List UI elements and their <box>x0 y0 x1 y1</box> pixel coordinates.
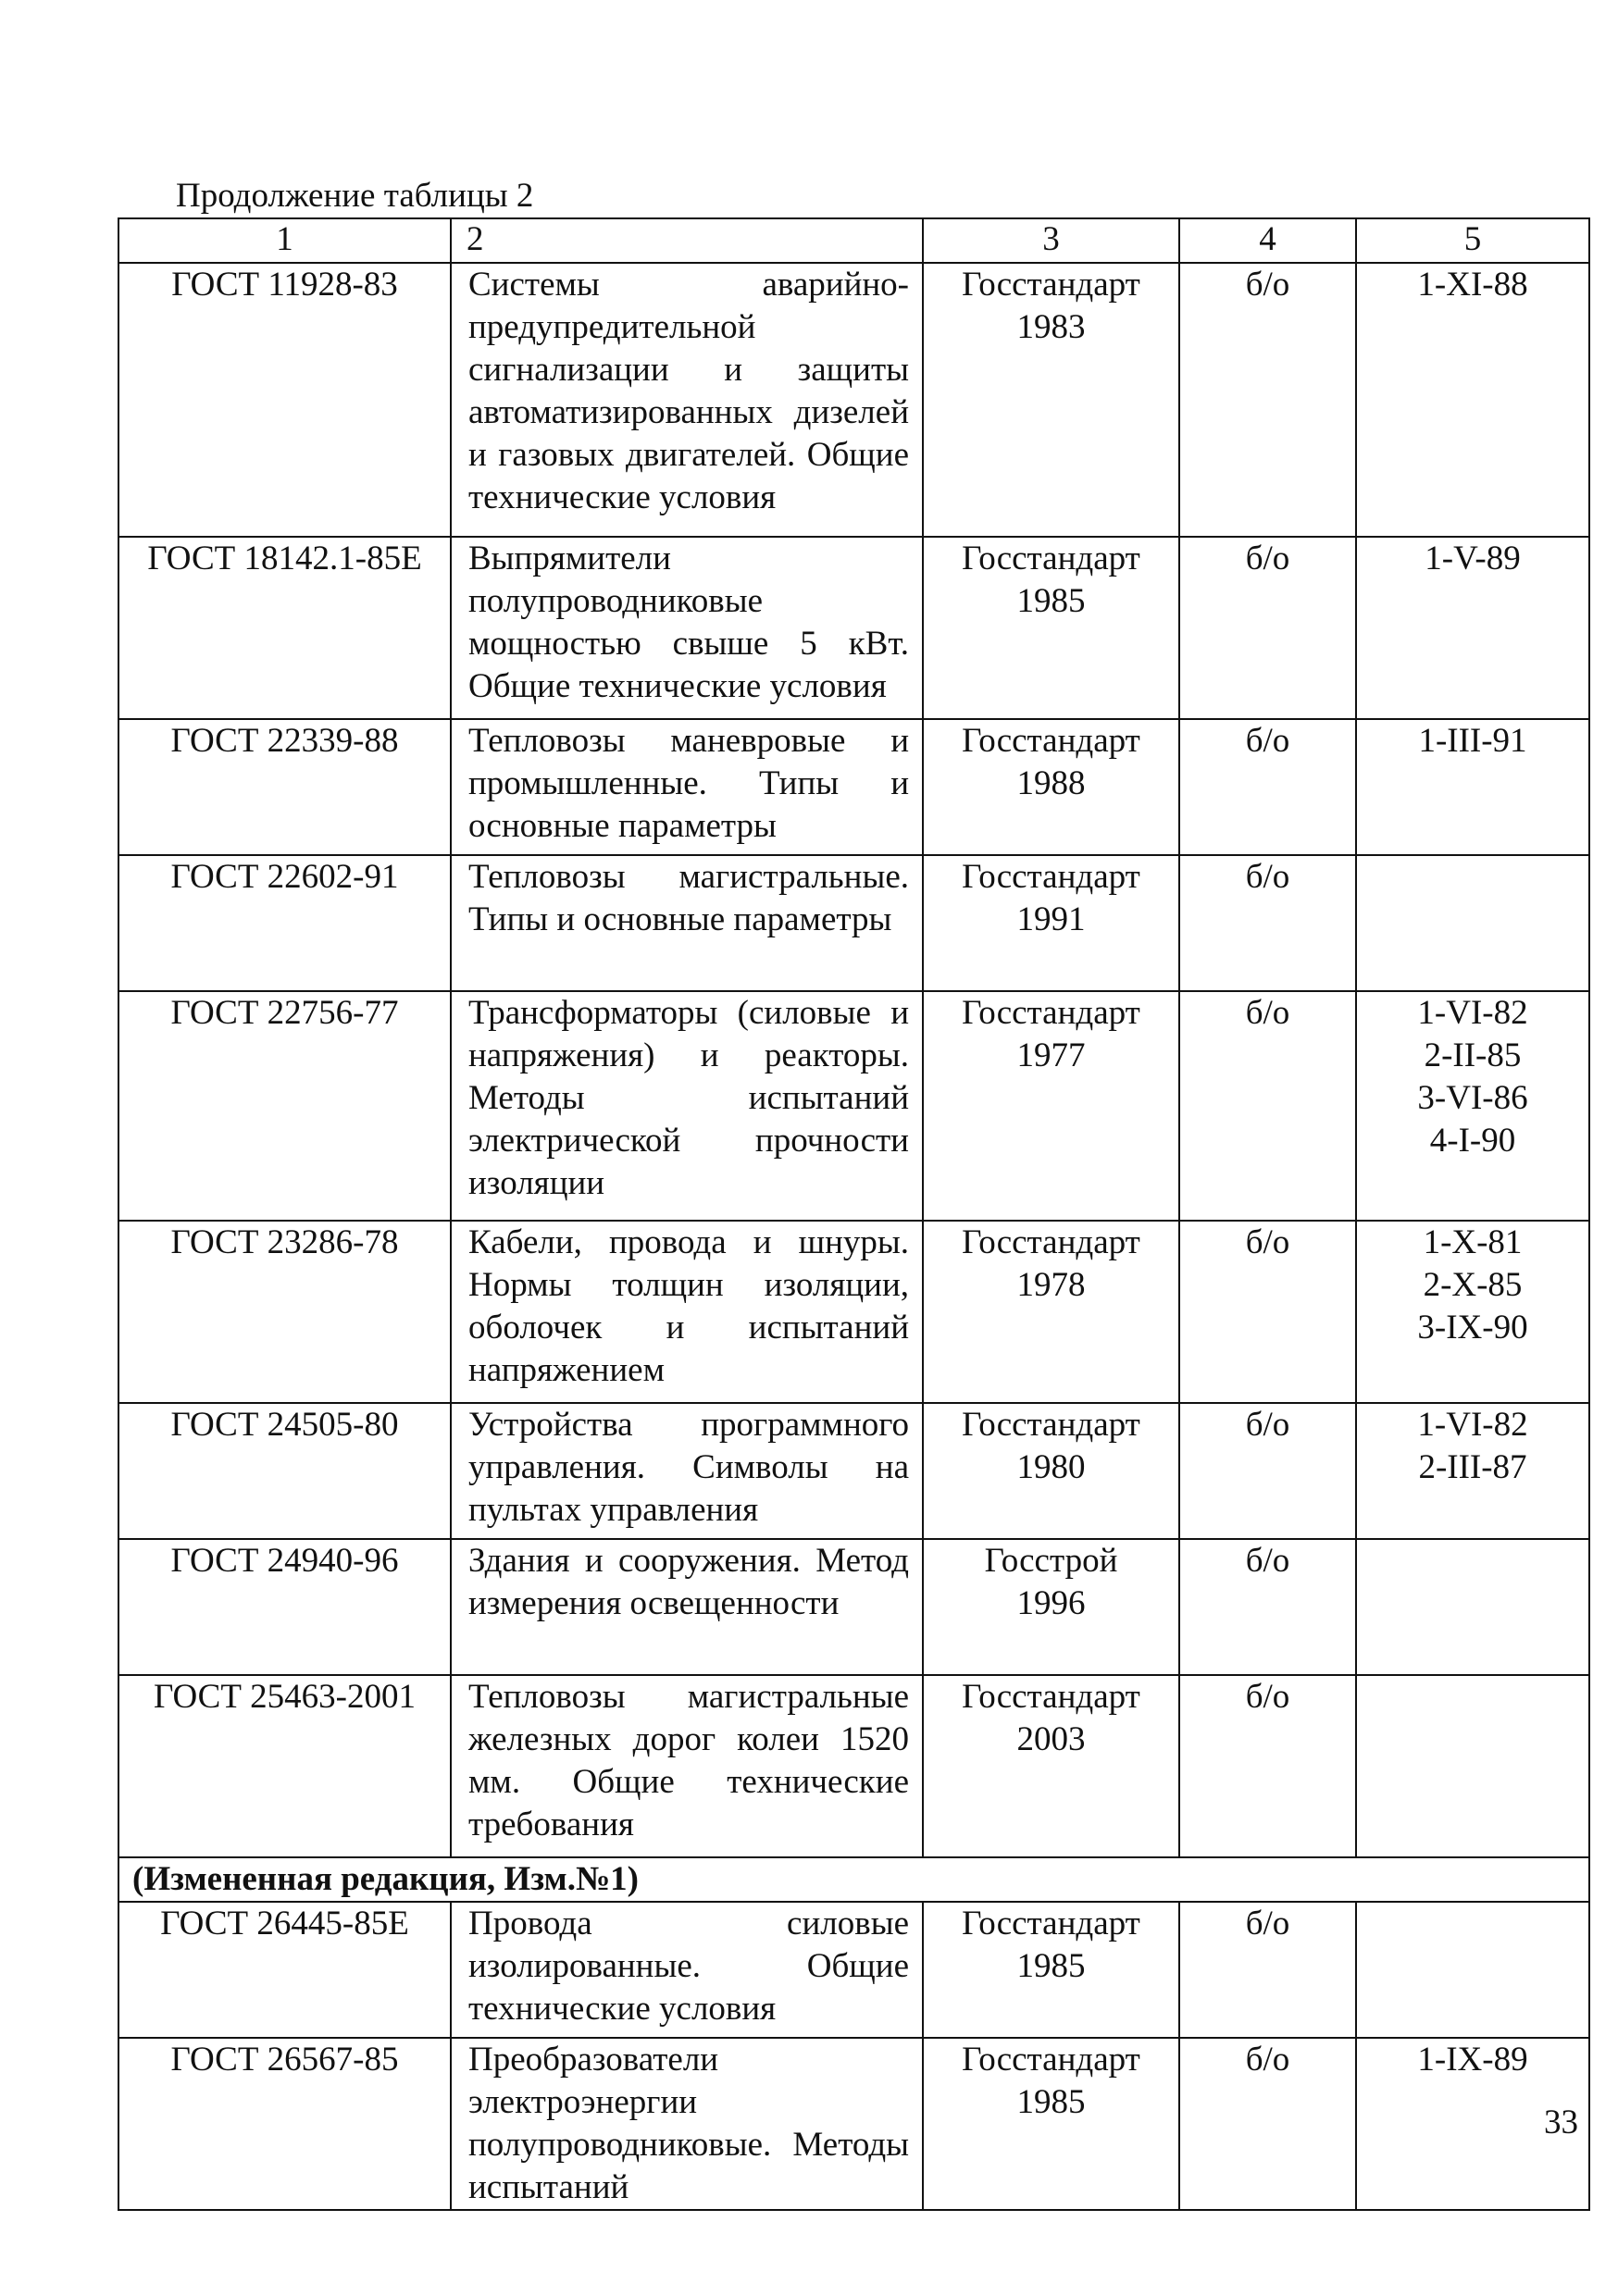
table-row <box>118 2038 1589 2210</box>
issuer-cell <box>923 719 1179 855</box>
change-entry: 3-IX-90 <box>1417 1309 1528 1347</box>
standard-title: Устройства программного управления. Символы на пультах управления <box>451 1403 923 1539</box>
standard-code: ГОСТ 25463-2001 <box>118 1675 451 1857</box>
standard-code: ГОСТ 22756-77 <box>118 991 451 1221</box>
standard-code: ГОСТ 18142.1-85Е <box>118 537 451 719</box>
table-header-row <box>118 218 1589 263</box>
issuer-line: Госстандарт <box>962 2041 1140 2079</box>
change-entry: 2-III-87 <box>1418 1448 1527 1486</box>
changes-cell <box>1356 719 1589 855</box>
change-entry: 3-VI-86 <box>1417 1079 1528 1117</box>
table-row <box>118 263 1589 537</box>
issuer-line: Госстандарт <box>962 1223 1140 1261</box>
standard-title: Тепловозы магистральные. Типы и основные параметры <box>451 855 923 991</box>
issuer-line: Госстрой <box>984 1542 1118 1580</box>
mark-cell: б/о <box>1179 263 1356 537</box>
change-entry: 1-VI-82 <box>1417 994 1528 1032</box>
change-entry: 1-XI-88 <box>1417 266 1528 304</box>
issuer-line: Госстандарт <box>962 994 1140 1032</box>
issuer-line: 1985 <box>1016 2083 1086 2121</box>
column-header: 1 <box>118 218 451 263</box>
column-header: 4 <box>1179 218 1356 263</box>
mark-cell: б/о <box>1179 1902 1356 2038</box>
change-entry: 2-X-85 <box>1423 1266 1523 1304</box>
standard-code: ГОСТ 24505-80 <box>118 1403 451 1539</box>
standards-table <box>118 217 1590 2211</box>
column-header: 3 <box>923 218 1179 263</box>
standard-title: Провода силовые изолированные. Общие технические условия <box>451 1902 923 2038</box>
issuer-line: Госстандарт <box>962 266 1140 304</box>
change-entry: 4-I-90 <box>1429 1122 1516 1160</box>
issuer-line: Госстандарт <box>962 722 1140 760</box>
issuer-cell <box>923 1539 1179 1675</box>
standard-code: ГОСТ 22602-91 <box>118 855 451 991</box>
issuer-line: 2003 <box>1016 1720 1086 1758</box>
table-caption: Продолжение таблицы 2 <box>176 177 534 215</box>
change-entry: 1-V-89 <box>1425 540 1521 577</box>
standard-title: Тепловозы маневровые и промышленные. Типы и основные параметры <box>451 719 923 855</box>
table-row <box>118 537 1589 719</box>
issuer-line: Госстандарт <box>962 1406 1140 1444</box>
standard-code: ГОСТ 24940-96 <box>118 1539 451 1675</box>
issuer-line: 1977 <box>1016 1036 1086 1074</box>
issuer-line: Госстандарт <box>962 858 1140 896</box>
changes-cell <box>1356 537 1589 719</box>
issuer-line: 1985 <box>1016 582 1086 620</box>
table-row <box>118 855 1589 991</box>
issuer-cell <box>923 855 1179 991</box>
standard-title: Преобразователи электроэнергии полупроводниковые. Методы испытаний <box>451 2038 923 2210</box>
issuer-line: 1983 <box>1016 308 1086 346</box>
standard-title: Кабели, провода и шнуры. Нормы толщин изоляции, оболочек и испытаний напряжением <box>451 1221 923 1403</box>
table-row <box>118 1221 1589 1403</box>
standard-title: Тепловозы магистральные железных дорог колеи 1520 мм. Общие технические требования <box>451 1675 923 1857</box>
mark-cell: б/о <box>1179 537 1356 719</box>
mark-cell: б/о <box>1179 855 1356 991</box>
changes-cell <box>1356 1902 1589 2038</box>
changes-cell <box>1356 991 1589 1221</box>
table-row <box>118 1902 1589 2038</box>
mark-cell: б/о <box>1179 1539 1356 1675</box>
issuer-cell <box>923 2038 1179 2210</box>
changes-cell <box>1356 1221 1589 1403</box>
mark-cell: б/о <box>1179 1675 1356 1857</box>
table-row <box>118 1539 1589 1675</box>
changes-cell <box>1356 1539 1589 1675</box>
mark-cell: б/о <box>1179 1221 1356 1403</box>
issuer-cell <box>923 1902 1179 2038</box>
mark-cell: б/о <box>1179 1403 1356 1539</box>
issuer-line: 1985 <box>1016 1947 1086 1985</box>
issuer-cell <box>923 263 1179 537</box>
table-row <box>118 719 1589 855</box>
standard-title: Выпрямители полупроводниковые мощностью свыше 5 кВт. Общие технические условия <box>451 537 923 719</box>
issuer-line: Госстандарт <box>962 1678 1140 1716</box>
issuer-line: 1996 <box>1016 1584 1086 1622</box>
standard-title: Системы аварийно-предупредительной сигнализации и защиты автоматизированных дизелей и газовых двигателей. Общие технические условия <box>451 263 923 537</box>
change-entry: 1-VI-82 <box>1417 1406 1528 1444</box>
mark-cell: б/о <box>1179 2038 1356 2210</box>
issuer-cell <box>923 991 1179 1221</box>
standard-title: Здания и сооружения. Метод измерения освещенности <box>451 1539 923 1675</box>
issuer-cell <box>923 1675 1179 1857</box>
standard-code: ГОСТ 11928-83 <box>118 263 451 537</box>
issuer-cell <box>923 1403 1179 1539</box>
table-row <box>118 1675 1589 1857</box>
standard-title: Трансформаторы (силовые и напряжения) и реакторы. Методы испытаний электрической прочности изоляции <box>451 991 923 1221</box>
issuer-cell <box>923 537 1179 719</box>
changes-cell <box>1356 263 1589 537</box>
standard-code: ГОСТ 23286-78 <box>118 1221 451 1403</box>
standard-code: ГОСТ 26445-85Е <box>118 1902 451 2038</box>
change-entry: 1-III-91 <box>1418 722 1527 760</box>
issuer-line: Госстандарт <box>962 540 1140 577</box>
changes-cell <box>1356 1675 1589 1857</box>
table-row <box>118 991 1589 1221</box>
column-header: 5 <box>1356 218 1589 263</box>
changes-cell <box>1356 855 1589 991</box>
standard-code: ГОСТ 22339-88 <box>118 719 451 855</box>
page-number: 33 <box>1544 2104 1578 2141</box>
column-header: 2 <box>451 218 923 263</box>
issuer-line: Госстандарт <box>962 1905 1140 1942</box>
issuer-line: 1988 <box>1016 764 1086 802</box>
note-text: (Измененная редакция, Изм.№1) <box>118 1857 1589 1902</box>
note-row <box>118 1857 1589 1902</box>
issuer-cell <box>923 1221 1179 1403</box>
standard-code: ГОСТ 26567-85 <box>118 2038 451 2210</box>
issuer-line: 1978 <box>1016 1266 1086 1304</box>
issuer-line: 1991 <box>1016 900 1086 938</box>
issuer-line: 1980 <box>1016 1448 1086 1486</box>
change-entry: 2-II-85 <box>1424 1036 1522 1074</box>
change-entry: 1-IX-89 <box>1417 2041 1528 2079</box>
mark-cell: б/о <box>1179 719 1356 855</box>
change-entry: 1-X-81 <box>1423 1223 1523 1261</box>
changes-cell <box>1356 1403 1589 1539</box>
table-row <box>118 1403 1589 1539</box>
mark-cell: б/о <box>1179 991 1356 1221</box>
